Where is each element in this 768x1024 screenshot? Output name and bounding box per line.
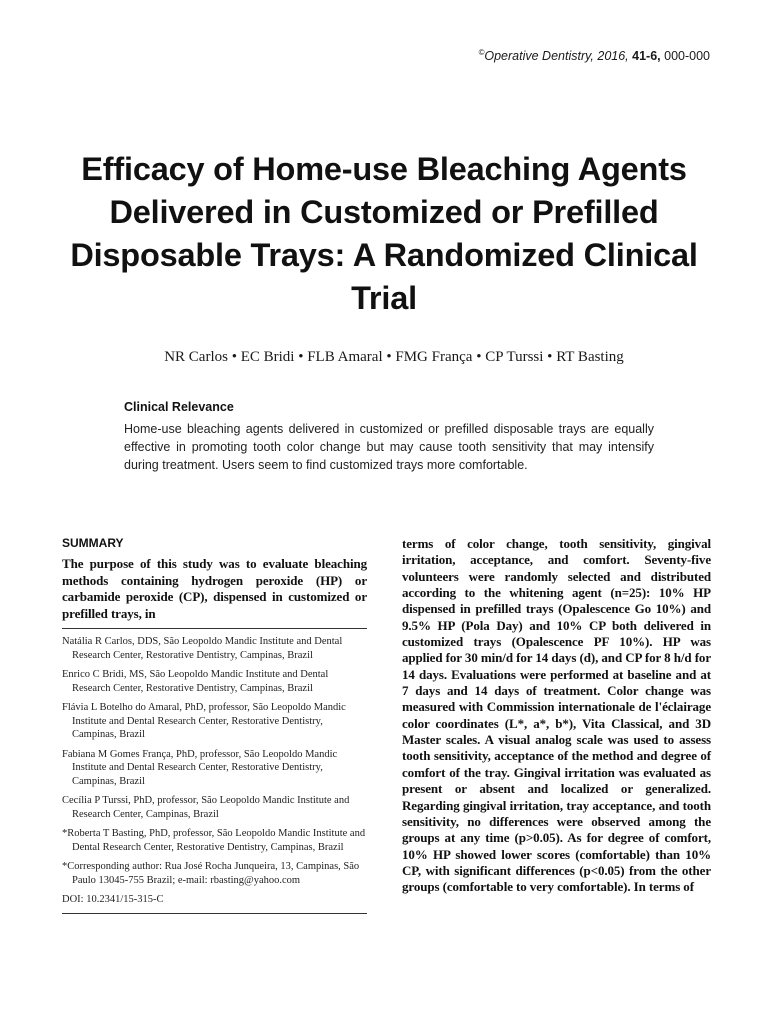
summary-heading: SUMMARY [62, 536, 124, 550]
affiliation-amaral: Flávia L Botelho do Amaral, PhD, professor, São Leopoldo Mandic Institute and Dental Research Center, Restorative Dentistry, Campinas, Brazil [62, 702, 346, 741]
article-title: Efficacy of Home-use Bleaching Agents Delivered in Customized or Prefilled Disposable Trays: A Randomized Clinical Trial [70, 151, 698, 316]
affiliation-turssi: Cecília P Turssi, PhD, professor, São Leopoldo Mandic Institute and Research Center, Campinas, Brazil [62, 795, 350, 820]
journal-pages: 000-000 [664, 49, 710, 64]
affiliation-franca: Fabiana M Gomes França, PhD, professor, São Leopoldo Mandic Institute and Dental Research Center, Restorative Dentistry, Campinas, Brazil [62, 748, 338, 787]
corresponding-author: *Corresponding author: Rua José Rocha Junqueira, 13, Campinas, São Paulo 13045-755 Brazil; e-mail: rbasting@yahoo.com [62, 861, 360, 886]
copyright-symbol: © [478, 48, 485, 57]
journal-volume: 41-6, [632, 49, 661, 64]
affiliations-divider [62, 628, 367, 629]
affiliation-carlos: Natália R Carlos, DDS, São Leopoldo Mandic Institute and Dental Research Center, Restorative Dentistry, Campinas, Brazil [62, 636, 343, 661]
clinical-relevance-text: Home-use bleaching agents delivered in customized or prefilled disposable trays are equally effective in promoting tooth color change but may cause tooth sensitivity that may intensify during treatment. Users seem to find customized trays more comfortable. [124, 422, 654, 472]
clinical-relevance-box [124, 400, 654, 474]
affiliation-basting: *Roberta T Basting, PhD, professor, São Leopoldo Mandic Institute and Dental Research Center, Restorative Dentistry, Campinas, Brazil [62, 828, 366, 853]
affiliation-bridi: Enrico C Bridi, MS, São Leopoldo Mandic Institute and Dental Research Center, Restorative Dentistry, Campinas, Brazil [62, 669, 329, 694]
author-list: NR Carlos • EC Bridi • FLB Amaral • FMG França • CP Turssi • RT Basting [164, 349, 624, 365]
left-column [62, 536, 367, 914]
journal-name: Operative Dentistry, 2016, [484, 49, 629, 64]
right-column [402, 536, 711, 896]
journal-reference [478, 48, 710, 63]
summary-text-left: The purpose of this study was to evaluate bleaching methods containing hydrogen peroxide (HP) or carbamide peroxide (CP), dispensed in customized or prefilled trays, in [62, 556, 367, 621]
doi: DOI: 10.2341/15-315-C [62, 894, 164, 906]
doi-divider [62, 913, 367, 914]
clinical-relevance-heading: Clinical Relevance [124, 400, 234, 414]
summary-text-right: terms of color change, tooth sensitivity, gingival irritation, acceptance, and comfort. Seventy-five volunteers were randomly selected and distributed according to the whitening agent (n=25): 10% HP dispensed in prefilled trays (Opalescence Go 10%) and 9.5% HP (Pola Day) and 10% CP both delivered in customized trays (Opalescence PF 10%). HP was applied for 30 min/d for 14 days (d), and CP for 8 h/d for 14 days. Evaluations were performed at baseline and at 7 days and 14 days of treatment. Color change was measured with Commission internationale de l'éclairage color coordinates (L*, a*, b*), Vita Classical, and 3D Master scales. A visual analog scale was used to assess tooth sensitivity, acceptance of the method and degree of comfort of the tray. Gingival irritation was evaluated as present or absent and localized or generalized. Regarding gingival irritation, tray acceptance, and tooth sensitivity, no differences were observed among the groups at any time (p>0.05). As for degree of comfort, 10% HP showed lower scores (comfortable) than 10% CP, with significant differences (p<0.05) from the other groups (comfortable to very comfortable). In terms of [402, 536, 711, 895]
